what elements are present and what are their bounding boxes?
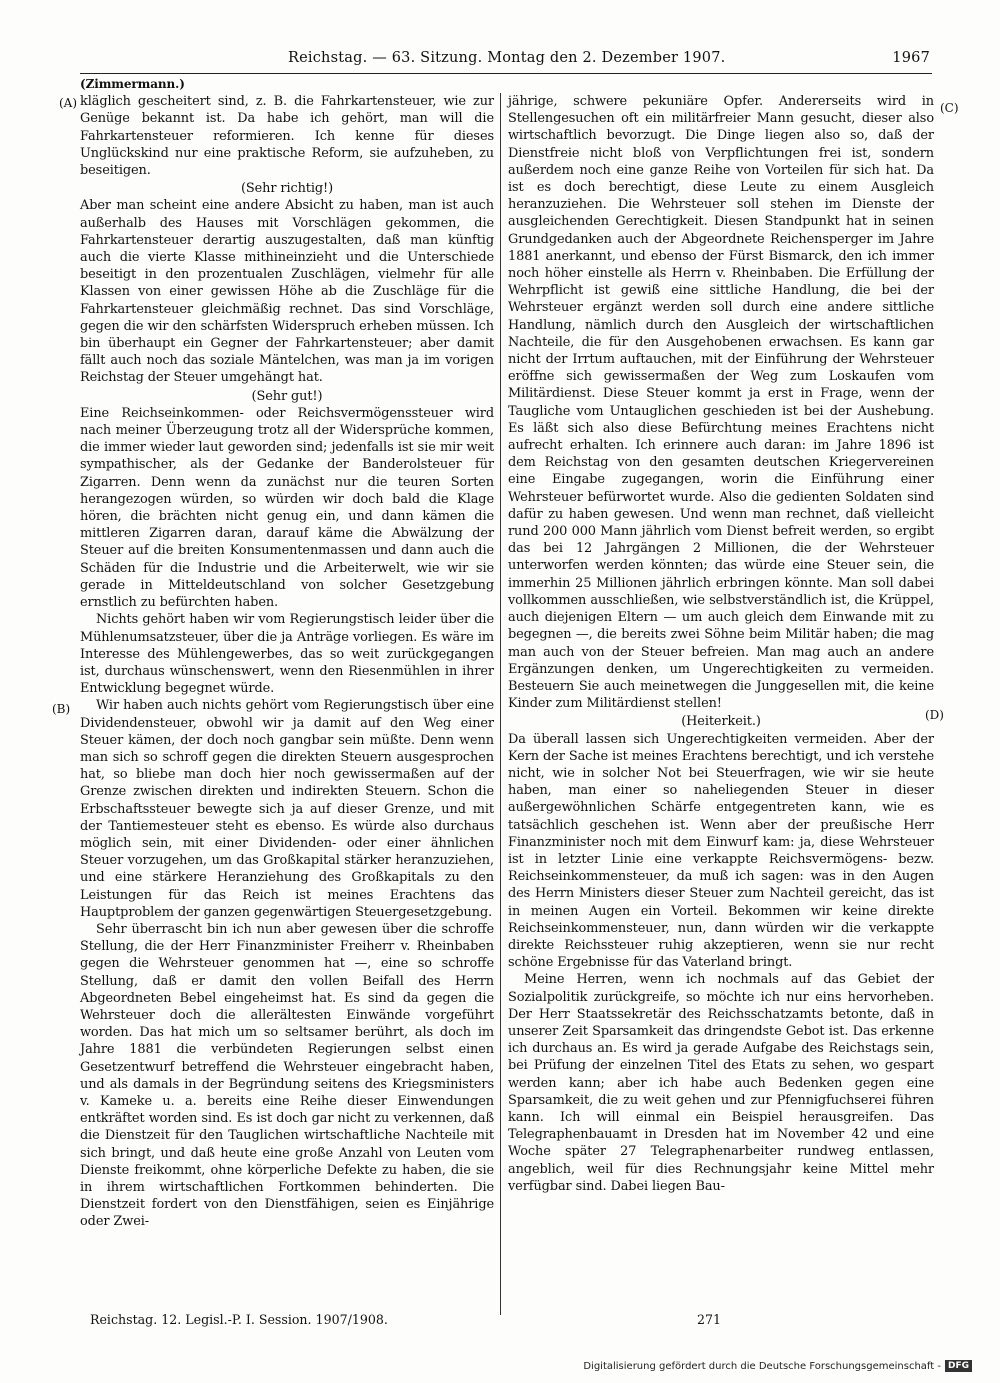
margin-marker-b: (B) [52, 702, 71, 716]
interjection: (Sehr gut!) [251, 388, 323, 404]
digitization-notice [583, 1360, 972, 1372]
margin-marker-c: (C) [940, 101, 959, 115]
paragraph: jährige, schwere pekuniäre Opfer. Andererseits wird in Stellengesuchen oft ein militärfreier Mann gesucht, dieser also wirtschaftlich bevorzugt. Die Dinge liegen also so, daß der Dienstfreie nicht bloß von Verpflichtungen frei ist, sondern außerdem noch eine ganze Reihe von Vorteilen für sich hat. Da ist es doch berechtigt, diese Leute zu einem Ausgleich heranzuziehen. Die Wehrsteuer soll stehen im Dienste der ausgleichenden Gerechtigkeit. Diesen Standpunkt hat in seinen Grundgedanken auch der Abgeordnete Reichensperger im Jahre 1881 anerkannt, und ebenso der Fürst Bismarck, den ich immer noch höher einstelle als Herrn v. Rheinbaben. Die Erfüllung der Wehrpflicht ist gewiß eine sittliche Handlung, die bei der Wehrsteuer ergänzt werden soll durch eine andere sittliche Handlung, nämlich durch den Ausgleich der wirtschaftlichen Nachteile, die für den Ausgehobenen erwachsen. Es kann gar nicht der Irrtum auftauchen, mit der Einführung der Wehrsteuer eröffne sich gewissermaßen der Weg zum Loskaufen vom Militärdienst. Diese Steuer kommt ja erst in Frage, wenn der Taugliche vom Untauglichen geschieden ist bei der Aushebung. Es läßt sich also diese Befürchtung meines Erachtens nicht aufrecht erhalten. Ich erinnere auch daran: im Jahre 1896 ist dem Reichstag von den gesamten deutschen Kriegervereinen eine Eingabe zugegangen, worin die Einführung einer Wehrsteuer befürwortet wurde. Also die gedienten Soldaten sind dafür zu haben gewesen. Und wenn man rechnet, daß vielleicht rund 200 000 Mann jährlich vom Dienst befreit werden, so ergibt das bei 12 Jahrgängen 2 Millionen, die der Wehrsteuer unterworfen werden könnten; das würde eine Steuer sein, die immerhin 25 Millionen jährlich erbringen könnte. Man soll dabei vollkommen ausschließen, wie selbstverständlich ist, die Krüppel, auch diejenigen Eltern — um auch gleich dem Einwande mit zu begegnen —, die bereits zwei Söhne beim Militär haben; die mag man auch von der Steuer befreien. Man mag auch an andere Ergänzungen denken, um Ungerechtigkeiten zu vermeiden. Besteuern Sie auch meinetwegen die Junggesellen mit, die keine Kinder zum Militärdienst stellen! [508, 94, 934, 712]
column-divider [500, 93, 501, 1315]
paragraph: Aber man scheint eine andere Absicht zu haben, man ist auch außerhalb des Hauses mit Vorschlägen gekommen, die Fahrkartensteuer derartig auszugestalten, daß man künftig auch die vierte Klasse mithineinzieht und die Unterschiede beseitigt in den prozentualen Zuschlägen, vielmehr für alle Klassen von einer gewissen Höhe ab die Zuschläge für die Fahrkartensteuer gleichmäßig rechnet. Das sind Vorschläge, gegen die wir den schärfsten Widerspruch erheben müssen. Ich bin überhaupt ein Gegner der Fahrkartensteuer; aber damit fällt auch noch das soziale Mäntelchen, was man ja im vorigen Reichstag der Steuer umgehängt hat. [80, 198, 494, 386]
paragraph: Meine Herren, wenn ich nochmals auf das Gebiet der Sozialpolitik zurückgreife, so möchte ich nur eins hervorheben. Der Herr Staatssekretär des Reichsschatzamts betonte, daß in unserer Zeit Sparsamkeit das dringendste Gebot ist. Das erkenne ich durchaus an. Es wird ja gerade Aufgabe des Reichstags sein, bei Prüfung der einzelnen Titel des Etats zu sehen, wo gespart werden kann; aber ich habe auch Bedenken gegen eine Sparsamkeit, die zu weit gehen und zur Pfennigfuchserei führen kann. Ich will einmal ein Beispiel herausgreifen. Das Telegraphenbauamt in Dresden hat im November 42 und eine Woche später 27 Telegraphenarbeiter rundweg entlassen, angeblich, weil für dies Rechnungsjahr keine Mittel mehr verfügbar sind. Dabei liegen Bau- [508, 972, 934, 1194]
interjection: (Sehr richtig!) [240, 181, 334, 197]
paragraph: Wir haben auch nichts gehört vom Regierungstisch über eine Dividendensteuer, obwohl wir ja damit auf den Weg einer Steuer kämen, der doch noch gangbar sein müßte. Denn wenn man sich so schroff gegen die direkten Steuern ausgesprochen hat, so bliebe man doch hier noch gewissermaßen auf der Grenze zwischen direkten und indirekten Steuern. Schon die Erbschaftssteuer bewegte sich ja auf dieser Grenze, und mit der Tantiemesteuer steht es ebenso. Es würde also durchaus möglich sein, mit einer Dividenden- oder einer ähnlichen Steuer vorzugehen, um das Großkapital stärker heranzuziehen, und eine stärkere Heranziehung des Großkapitals zu den Leistungen für das Reich ist meines Erachtens das Hauptproblem der ganzen gegenwärtigen Steuergesetzgebung. [80, 698, 494, 920]
interjection: (Heiterkeit.) [681, 714, 761, 730]
footer-sheet-number: 271 [697, 1312, 722, 1327]
speaker-label: (Zimmermann.) [80, 77, 185, 91]
page-number: 1967 [892, 50, 930, 66]
header-title: Reichstag. — 63. Sitzung. Montag den 2. Dezember 1907. [288, 50, 726, 66]
paragraph: Da überall lassen sich Ungerechtigkeiten vermeiden. Aber der Kern der Sache ist meines Erachtens berechtigt, und ich verstehe nicht, wie in solcher Not bei Steuerfragen, wie wir sie heute haben, man einer so naheliegenden Steuer in dieser außergewöhnlichen Schärfe entgegentreten kann, wie es tatsächlich geschehen ist. Wenn aber der preußische Herr Finanzminister noch mit dem Einwurf kam: ja, diese Wehrsteuer ist in letzter Linie eine verkappte Reichsvermögens- bezw. Reichseinkommensteuer, da muß ich sagen: was in den Augen des Herrn Ministers dieser Steuer zum Nachteil gereicht, das ist in meinen Augen ein Vorteil. Bekommen wir keine direkte Reichseinkommensteuer, nun, dann würden wir die verkappte direkte Reichssteuer ruhig akzeptieren, wenn sie nur recht schöne Ergebnisse für das Vaterland bringt. [508, 731, 934, 971]
margin-marker-a: (A) [59, 96, 78, 110]
paragraph: Eine Reichseinkommen- oder Reichsvermögenssteuer wird nach meiner Überzeugung trotz all der Widersprüche kommen, die immer wieder laut geworden sind; jedenfalls ist sie mir weit sympathischer, als der Gedanke der Banderolsteuer für Zigarren. Denn wenn da zunächst nur die teuren Sorten herangezogen würden, so würden wir doch bald die Klage hören, die brächten nicht genug ein, und dann kämen die mittleren Zigarren daran, darauf käme die Abwälzung der Steuer auf die breiten Konsumentenmassen und dann auch die Schäden für die Industrie und die Arbeiterwelt, wie wir sie gerade in Mitteldeutschland von solcher Gesetzgebung ernstlich zu befürchten haben. [80, 405, 494, 611]
margin-marker-d: (D) [925, 708, 944, 722]
right-column [508, 93, 934, 1195]
digitization-text: Digitalisierung gefördert durch die Deutsche Forschungsgemeinschaft - [583, 1360, 941, 1372]
paragraph: kläglich gescheitert sind, z. B. die Fahrkartensteuer, wie zur Genüge bekannt ist. Da habe ich gehört, man will die Fahrkartensteuer reformieren. Ich kenne für dieses Unglückskind nur eine praktische Reform, sie aufzuheben, zu beseitigen. [80, 94, 494, 179]
footer-session-info: Reichstag. 12. Legisl.-P. I. Session. 1907/1908. [90, 1312, 388, 1327]
page-header [80, 50, 940, 74]
header-rule [80, 73, 932, 74]
left-column [80, 76, 494, 1231]
dfg-logo: DFG [945, 1360, 972, 1372]
paragraph: Sehr überrascht bin ich nun aber gewesen über die schroffe Stellung, die der Herr Finanzminister Freiherr v. Rheinbaben gegen die Wehrsteuer genommen hat —, eine so schroffe Stellung, daß er damit den vollen Beifall des Herrn Abgeordneten Bebel eingeheimst hat. Es sind da gegen die Wehrsteuer doch die allerältesten Einwände vorgeführt worden. Das hat mich um so seltsamer berührt, als doch im Jahre 1881 die verbündeten Regierungen selbst einen Gesetzentwurf betreffend die Wehrsteuer eingebracht haben, und als damals in der Begründung seitens des Kriegsministers v. Kameke u. a. bereits eine Reihe dieser Einwendungen entkräftet worden sind. Es ist doch gar nicht zu verkennen, daß die Dienstzeit für den Tauglichen wirtschaftliche Nachteile mit sich bringt, und daß heute eine große Anzahl von Leuten vom Dienste freikommt, ohne körperliche Defekte zu haben, die sie in ihrem wirtschaftlichen Fortkommen behinderten. Die Dienstzeit fordert von den Dienstfähigen, seien es Einjährige oder Zwei- [80, 921, 494, 1230]
paragraph: Nichts gehört haben wir vom Regierungstisch leider über die Mühlenumsatzsteuer, über die ja Anträge vorliegen. Es wäre im Interesse des Mühlengewerbes, das so weit zurückgegangen ist, durchaus wünschenswert, wenn den Riesenmühlen in ihrer Entwicklung begegnet würde. [80, 612, 494, 697]
